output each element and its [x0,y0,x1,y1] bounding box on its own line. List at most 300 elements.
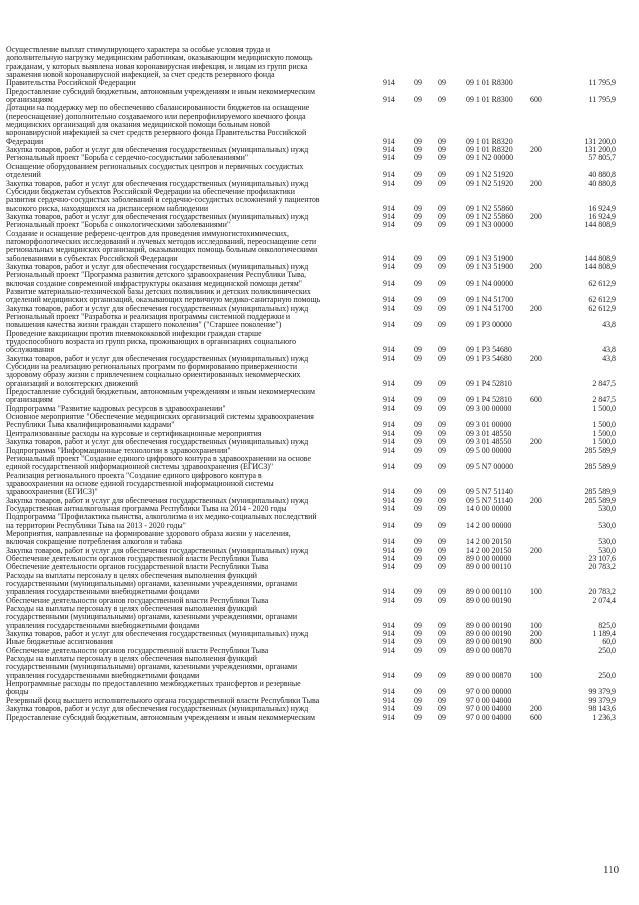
section-code: 09 [414,670,422,680]
row-name-line: Государственная антиалкогольная программа Республики Тыва на 2014 - 2020 годы [6,503,287,513]
amount: 2 847,5 [592,395,616,405]
row-name-line: Предоставление субсидий бюджетным, автономным учреждениям и иным некоммерческим [6,86,315,96]
admin-code: 914 [383,595,395,605]
target-article-code: 14 2 00 00000 [466,520,512,530]
subsection-code: 09 [438,537,446,547]
subsection-code: 09 [438,545,446,555]
row-name-line: региональных медицинских организаций, оказывающих помощь больным онкологическими [6,245,318,255]
row-name-line: здравоохранении на основе единой государственной информационной системы [6,478,274,488]
table-row [6,46,636,88]
row-name-line: Расходы на выплаты персоналу в целях обеспечения выполнения функций [6,570,258,580]
table-row [6,363,636,388]
target-article-code: 09 1 N3 51900 [466,261,514,271]
target-article-code: 14 2 00 20150 [466,545,512,555]
amount: 62 612,9 [588,278,616,288]
table-row [6,513,636,530]
row-name-line: Субсидии на реализацию региональных программ по формированию приверженности [6,362,298,372]
expense-type-code: 200 [530,145,542,155]
amount: 1 236,3 [592,712,616,722]
row-name-line: Подпрограмма "Развитие кадровых ресурсов в здравоохранении" [6,403,226,413]
subsection-code: 09 [438,153,446,163]
row-name [6,163,383,180]
target-article-code: 09 3 01 48550 [466,437,512,447]
target-article-code: 09 1 N3 00000 [466,220,514,230]
row-name-line: на территории Республики Тыва на 2013 - 2020 годы" [6,520,186,530]
row-name-line: включая сокращение потребления алкоголя и табака [6,537,183,547]
section-code: 09 [414,428,422,438]
subsection-code: 09 [438,420,446,430]
expense-type-code: 100 [530,620,542,630]
row-name [6,188,383,213]
admin-code: 914 [383,704,395,714]
row-name-line: Закупка товаров, работ и услуг для обеспечения государственных (муниципальных) нужд [6,495,309,505]
expense-type-code: 100 [530,587,542,597]
section-code: 09 [414,203,422,213]
row-name [6,313,383,330]
row-name-line: фонды [6,687,29,697]
subsection-code: 09 [438,378,446,388]
amount: 1 500,0 [592,437,616,447]
amount: 2 074,4 [592,595,616,605]
amount: 144 808,9 [584,253,616,263]
row-name-line: Закупка товаров, работ и услуг для обеспечения государственных (муниципальных) нужд [6,437,309,447]
row-name-line: гражданам, у которых выявлена новая коронавирусная инфекция, и лицам из групп риска [6,61,308,71]
amount: 40 880,8 [588,170,616,180]
section-code: 09 [414,178,422,188]
subsection-code: 09 [438,553,446,563]
admin-code: 914 [383,403,395,413]
row-name-line: Развитие материально-технической базы детских поликлиник и детских поликлинических [6,286,311,296]
row-name-line: Расходы на выплаты персоналу в целях обеспечения выполнения функций [6,654,258,664]
section-code: 09 [414,395,422,405]
row-name-line: Иные бюджетные ассигнования [6,637,113,647]
row-name-line: Непрограммные расходы по предоставлению межбюджетных трансфертов и резервные [6,679,301,689]
row-name-line: Обеспечение деятельности органов государственной власти Республики Тыва [6,595,269,605]
admin-code: 914 [383,445,395,455]
subsection-code: 09 [438,487,446,497]
target-article-code: 09 3 01 48550 [466,428,512,438]
section-code: 09 [414,378,422,388]
row-name-line: Оснащение оборудованием региональных сосудистых центров и первичных сосудистых [6,161,304,171]
row-name [6,605,383,630]
section-code: 09 [414,320,422,330]
admin-code: 914 [383,203,395,213]
row-name [6,680,383,697]
row-name [6,104,383,146]
section-code: 09 [414,687,422,697]
amount: 1 189,4 [592,629,616,639]
section-code: 09 [414,620,422,630]
subsection-code: 09 [438,303,446,313]
section-code: 09 [414,95,422,105]
row-name-line: Осуществление выплат стимулирующего характера за особые условия труда и [6,45,271,54]
admin-code: 914 [383,587,395,597]
row-name-line: Закупка товаров, работ и услуг для обеспечения государственных (муниципальных) нужд [6,261,309,271]
row-name-line: организациям [6,395,53,405]
row-name-line: Подпрограмма "Информационные технологии в здравоохранении" [6,445,231,455]
subsection-code: 09 [438,520,446,530]
admin-code: 914 [383,345,395,355]
target-article-code: 09 5 N7 51140 [466,495,513,505]
row-name-line: Региональный проект "Борьба с сердечно-сосудистыми заболеваниями" [6,153,249,163]
admin-code: 914 [383,378,395,388]
table-row [6,271,636,288]
row-name [6,288,383,305]
section-code: 09 [414,712,422,722]
admin-code: 914 [383,170,395,180]
amount: 530,0 [598,503,616,513]
target-article-code: 09 1 N2 55860 [466,211,514,221]
subsection-code: 09 [438,495,446,505]
admin-code: 914 [383,712,395,722]
subsection-code: 09 [438,587,446,597]
row-name-line: обслуживания [6,345,55,355]
section-code: 09 [414,637,422,647]
amount: 1 500,0 [592,403,616,413]
table-row [6,455,636,472]
admin-code: 914 [383,420,395,430]
row-name-line: Дотации на поддержку мер по обеспечению сбалансированности бюджетов на оснащение [6,103,310,113]
expense-type-code: 200 [530,704,542,714]
admin-code: 914 [383,645,395,655]
section-code: 09 [414,136,422,146]
target-article-code: 89 0 00 00110 [466,587,512,597]
table-row [6,680,636,697]
subsection-code: 09 [438,645,446,655]
row-name-line: Федерации [6,136,44,146]
amount: 11 795,9 [588,95,616,105]
admin-code: 914 [383,487,395,497]
table-row [6,188,636,213]
section-code: 09 [414,545,422,555]
target-article-code: 89 0 00 00190 [466,629,512,639]
admin-code: 914 [383,553,395,563]
amount: 131 200,0 [584,145,616,155]
amount: 1 500,0 [592,428,616,438]
amount: 99 379,9 [588,687,616,697]
amount: 62 612,9 [588,295,616,305]
amount: 16 924,9 [588,203,616,213]
section-code: 09 [414,153,422,163]
admin-code: 914 [383,562,395,572]
amount: 530,0 [598,520,616,530]
subsection-code: 09 [438,170,446,180]
admin-code: 914 [383,178,395,188]
row-name-line: Резервный фонд высшего исполнительного органа государственной власти Республики Тыва [6,695,320,705]
section-code: 09 [414,645,422,655]
amount: 285 589,9 [584,495,616,505]
table-row [6,288,636,305]
target-article-code: 09 1 N2 51920 [466,170,514,180]
expense-type-code: 200 [530,303,542,313]
admin-code: 914 [383,320,395,330]
row-name-line: Закупка товаров, работ и услуг для обеспечения государственных (муниципальных) нужд [6,178,309,188]
target-article-code: 09 1 N2 51920 [466,178,514,188]
row-name-line: Проведение вакцинации против пневмококковой инфекции граждан старше [6,328,262,338]
target-article-code: 97 0 00 04000 [466,712,512,722]
amount: 1 500,0 [592,420,616,430]
target-article-code: 09 1 01 R8300 [466,95,513,105]
target-article-code: 09 1 P3 00000 [466,320,512,330]
row-name [6,513,383,530]
admin-code: 914 [383,353,395,363]
subsection-code: 09 [438,704,446,714]
target-article-code: 97 0 00 00000 [466,687,512,697]
row-name-line: развития сердечно-сосудистых заболеваний и сердечно-сосудистых осложнений у пациентов [6,195,320,205]
section-code: 09 [414,295,422,305]
row-name-line: Правительства Российской Федерации [6,78,136,88]
subsection-code: 09 [438,637,446,647]
row-name-line: Закупка товаров, работ и услуг для обеспечения государственных (муниципальных) нужд [6,353,309,363]
admin-code: 914 [383,253,395,263]
row-name-line: организациям [6,95,53,105]
target-article-code: 09 1 N4 51700 [466,295,514,305]
row-name-line: Централизованные расходы на курсовые и сертификационные мероприятия [6,428,262,438]
expense-type-code: 200 [530,495,542,505]
section-code: 09 [414,345,422,355]
expense-type-code: 600 [530,95,542,105]
row-name-line: отделений медицинских организаций, оказывающих первичную медико-санитарную помощь [6,295,321,305]
row-name-line: здоровому образу жизни с привлечением социально ориентированных некоммерческих [6,370,301,380]
row-name-line: государственными (муниципальными) органами, казенными учреждениями, органами [6,612,298,622]
subsection-code: 09 [438,203,446,213]
row-name-line: Предоставление субсидий бюджетным, автономным учреждениям и иным некоммерческим [6,712,315,722]
expense-type-code: 200 [530,261,542,271]
subsection-code: 09 [438,353,446,363]
table-row [6,88,636,105]
section-code: 09 [414,403,422,413]
row-name-line: Республики Тыва квалифицированными кадрами" [6,420,175,430]
admin-code: 914 [383,303,395,313]
amount: 20 783,2 [588,587,616,597]
row-name-line: отделений [6,170,41,180]
row-name-line: Основное мероприятие "Обеспечение медицинских организаций системы здравоохранения [6,412,314,422]
subsection-code: 09 [438,278,446,288]
expense-type-code: 600 [530,712,542,722]
subsection-code: 09 [438,211,446,221]
section-code: 09 [414,420,422,430]
subsection-code: 09 [438,320,446,330]
target-article-code: 09 1 N2 55860 [466,203,514,213]
section-code: 09 [414,170,422,180]
subsection-code: 09 [438,253,446,263]
row-name-line: высокого риска, находящихся на диспансерном наблюдении [6,203,209,213]
target-article-code: 09 1 P3 54680 [466,353,512,363]
subsection-code: 09 [438,670,446,680]
table-row [6,388,636,405]
subsection-code: 09 [438,562,446,572]
section-code: 09 [414,253,422,263]
admin-code: 914 [383,637,395,647]
page-number: 110 [603,864,620,876]
admin-code: 914 [383,437,395,447]
row-name-line: Закупка товаров, работ и услуг для обеспечения государственных (муниципальных) нужд [6,545,309,555]
section-code: 09 [414,587,422,597]
target-article-code: 09 1 P4 52810 [466,378,512,388]
row-name [6,330,383,355]
table-row [6,472,636,497]
admin-code: 914 [383,620,395,630]
row-name-line: повышения качества жизни граждан старшего поколения" ("Старшее поколение") [6,320,282,330]
row-name-line: Закупка товаров, работ и услуг для обеспечения государственных (муниципальных) нужд [6,211,309,221]
row-name [6,655,383,680]
section-code: 09 [414,145,422,155]
row-name-line: Мероприятия, направленные на формирование здорового образа жизни у населения, [6,528,291,538]
target-article-code: 09 1 P4 52810 [466,395,512,405]
subsection-code: 09 [438,295,446,305]
table-row [6,230,636,263]
expense-type-code: 200 [530,211,542,221]
target-article-code: 09 3 01 00000 [466,420,512,430]
admin-code: 914 [383,687,395,697]
row-name-line: трудоспособного возраста из групп риска, проживающих в организациях социального [6,337,297,347]
table-row [6,330,636,355]
expense-type-code: 200 [530,545,542,555]
subsection-code: 09 [438,695,446,705]
row-name [6,472,383,497]
admin-code: 914 [383,261,395,271]
section-code: 09 [414,261,422,271]
admin-code: 914 [383,295,395,305]
subsection-code: 09 [438,712,446,722]
admin-code: 914 [383,537,395,547]
amount: 23 107,6 [588,553,616,563]
section-code: 09 [414,629,422,639]
section-code: 09 [414,220,422,230]
row-name [6,271,383,288]
amount: 530,0 [598,545,616,555]
admin-code: 914 [383,545,395,555]
section-code: 09 [414,353,422,363]
row-name-line: государственными (муниципальными) органами, казенными учреждениями, органами [6,662,298,672]
admin-code: 914 [383,395,395,405]
admin-code: 914 [383,136,395,146]
row-name-line: Региональный проект "Программа развития детского здравоохранения Республики Тыва, [6,270,307,280]
subsection-code: 09 [438,78,446,88]
target-article-code: 89 0 00 00190 [466,595,512,605]
amount: 250,0 [598,670,616,680]
target-article-code: 09 1 N4 00000 [466,278,514,288]
budget-table [6,46,636,722]
row-name-line: (переоснащение) дополнительно создаваемого или перепрофилируемого коечного фонда [6,111,306,121]
target-article-code: 89 0 00 00190 [466,637,512,647]
expense-type-code: 200 [530,353,542,363]
subsection-code: 09 [438,345,446,355]
subsection-code: 09 [438,220,446,230]
amount: 285 589,9 [584,445,616,455]
table-row [6,655,636,680]
section-code: 09 [414,520,422,530]
row-name [6,714,383,722]
row-name-line: Обеспечение деятельности органов государственной власти Республики Тыва [6,645,269,655]
section-code: 09 [414,278,422,288]
subsection-code: 09 [438,595,446,605]
row-name-line: включая создание современной инфраструктуры оказания медицинской помощи детям" [6,278,302,288]
section-code: 09 [414,211,422,221]
admin-code: 914 [383,428,395,438]
admin-code: 914 [383,495,395,505]
row-name [6,572,383,597]
table-row [6,714,636,722]
expense-type-code: 800 [530,637,542,647]
amount: 285 589,9 [584,462,616,472]
row-name-line: Расходы на выплаты персоналу в целях обеспечения выполнения функций [6,604,258,614]
admin-code: 914 [383,78,395,88]
amount: 62 612,9 [588,303,616,313]
section-code: 09 [414,437,422,447]
row-name-line: Предоставление субсидий бюджетным, автономным учреждениям и иным некоммерческим [6,387,315,397]
amount: 60,0 [602,637,616,647]
admin-code: 914 [383,695,395,705]
row-name-line: здравоохранения (ЕГИСЗ)" [6,487,98,497]
row-name-line: управления государственными внебюджетными фондами [6,670,200,680]
row-name-line: единой государственной информационной системы здравоохранения (ЕГИСЗ)" [6,462,274,472]
row-name-line: Реализация регионального проекта "Создание единого цифрового контура в [6,470,262,480]
amount: 99 379,9 [588,695,616,705]
amount: 20 783,2 [588,562,616,572]
row-name-line: заражения новой коронавирусной инфекцией, за счет средств резервного фонда [6,70,275,80]
amount: 825,0 [598,620,616,630]
row-name-line: Региональный проект "Создание единого цифрового контура в здравоохранении на основе [6,453,311,463]
amount: 11 795,9 [588,78,616,88]
row-name [6,413,383,430]
amount: 250,0 [598,645,616,655]
section-code: 09 [414,462,422,472]
target-article-code: 97 0 00 04000 [466,695,512,705]
target-article-code: 09 3 00 00000 [466,403,512,413]
section-code: 09 [414,553,422,563]
amount: 16 924,9 [588,211,616,221]
subsection-code: 09 [438,445,446,455]
target-article-code: 97 0 00 04000 [466,704,512,714]
amount: 144 808,9 [584,261,616,271]
expense-type-code: 200 [530,178,542,188]
subsection-code: 09 [438,437,446,447]
target-article-code: 14 0 00 00000 [466,503,512,513]
target-article-code: 09 1 P3 54680 [466,345,512,355]
row-name [6,230,383,263]
row-name-line: организаций и волонтерских движений [6,378,139,388]
section-code: 09 [414,503,422,513]
amount: 43,8 [602,353,616,363]
expense-type-code: 600 [530,395,542,405]
row-name-line: заболеваниями в субъектах Российской Федерации [6,253,178,263]
target-article-code: 09 5 00 00000 [466,445,512,455]
row-name-line: Региональный проект "Борьба с онкологическими заболеваниями" [6,220,231,230]
section-code: 09 [414,445,422,455]
target-article-code: 14 2 00 20150 [466,537,512,547]
expense-type-code: 200 [530,437,542,447]
amount: 530,0 [598,537,616,547]
admin-code: 914 [383,629,395,639]
amount: 144 808,9 [584,220,616,230]
row-name-line: Региональный проект "Разработка и реализация программы системной поддержки и [6,312,291,321]
admin-code: 914 [383,220,395,230]
subsection-code: 09 [438,687,446,697]
table-row [6,104,636,146]
row-name-line: Обеспечение деятельности органов государственной власти Республики Тыва [6,553,269,563]
row-name [6,530,383,547]
subsection-code: 09 [438,620,446,630]
amount: 57 805,7 [588,153,616,163]
subsection-code: 09 [438,428,446,438]
row-name-line: Создание и оснащение референс-центров для проведения иммуногистохимических, [6,228,289,238]
amount: 43,8 [602,345,616,355]
target-article-code: 09 1 01 R8300 [466,78,513,88]
subsection-code: 09 [438,395,446,405]
section-code: 09 [414,704,422,714]
subsection-code: 09 [438,136,446,146]
